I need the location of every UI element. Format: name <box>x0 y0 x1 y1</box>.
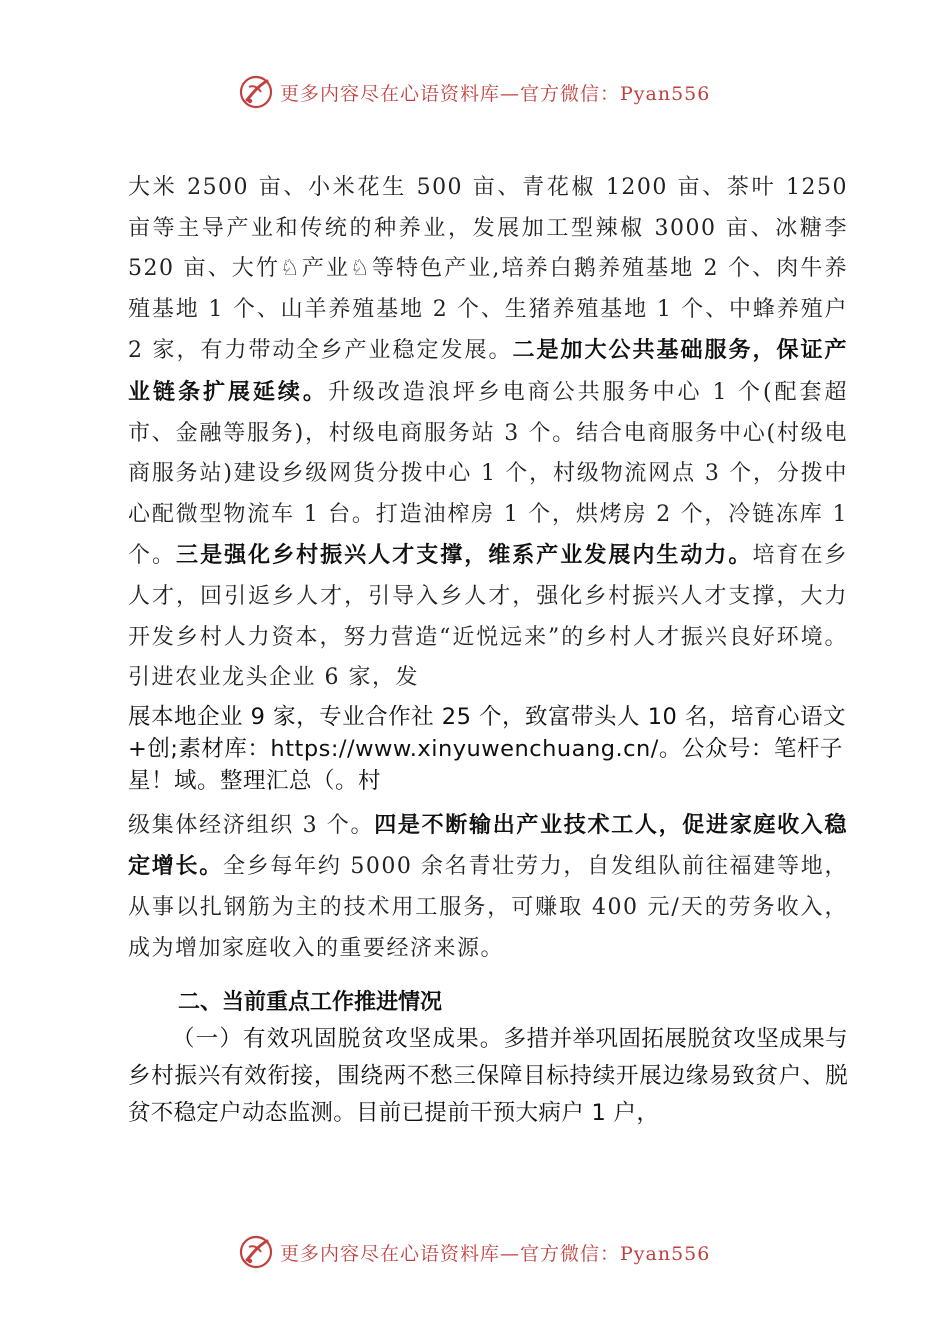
header-banner <box>238 72 738 112</box>
banner-text: 更多内容尽在心语资料库—官方微信：Pyan556 <box>280 1242 711 1265</box>
subsection-lead: （一）有效巩固脱贫攻坚成果。 <box>172 1026 504 1053</box>
point-two-heading: 二是加大公共基础服务，保证产业链条扩展延续。 <box>128 337 848 405</box>
document-body <box>128 168 848 1132</box>
point-four-heading: 四是不断输出产业技术工人，促进家庭收入稳定增长。 <box>128 811 848 880</box>
paragraph-poverty: （一）有效巩固脱贫攻坚成果。多措并举巩固拓展脱贫攻坚成果与乡村振兴有效衔接，围绕两不愁三保障目标持续开展边缘易致贫户、脱贫不稳定户动态监测。目前已提前干预大病户 1 户， <box>128 1026 848 1127</box>
footer-banner <box>238 1232 738 1272</box>
paragraph-industry: 大米 2500 亩、小米花生 500 亩、青花椒 1200 亩、茶叶 1250 亩等主导产业和传统的种养业，发展加工型辣椒 3000 亩、冰糖李 520 亩、大竹♘产业♘等特色产业,培养白鹅养殖基地 2 个、肉牛养殖基地 1 个、山羊养殖基地 2 个、生猪养殖基地 1 个、中蜂养殖户 2 家，有力带动全乡产业稳定发展。二是加大公共基础服务，保证产业链条扩展延续。升级改造浪坪乡电商公共服务中心 1 个(配套超市、金融等服务)，村级电商服务站 3 个。结合电商服务中心(村级电商服务站)建设乡级网货分拨中心 1 个，村级物流网点 3 个，分拨中心配微型物流车 1 台。打造油榨房 1 个，烘烤房 2 个，冷链冻库 1 个。三是强化乡村振兴人才支撑，维系产业发展内生动力。培育在乡人才，回引返乡人才，引导入乡人才，强化乡村振兴人才支撑，大力开发乡村人力资本，努力营造“近悦远来”的乡村人才振兴良好环境。引进农业龙头企业 6 家，发 <box>128 175 848 691</box>
paragraph-labor: 级集体经济组织 3 个。四是不断输出产业技术工人，促进家庭收入稳定增长。全乡每年约 5000 余名青壮劳力，自发组队前往福建等地，从事以扎钢筋为主的技术用工服务，可赚取 400 元/天的劳务收入，成为增加家庭收入的重要经济来源。 <box>128 811 848 961</box>
wechat-id: Pyan556 <box>620 82 711 105</box>
section-heading: 二、当前重点工作推进情况 <box>178 990 443 1016</box>
wechat-id: Pyan556 <box>620 1242 711 1265</box>
inserted-text: 展本地企业 9 家，专业合作社 25 个，致富带头人 10 名，培育心语文+创;素材库：https://www.xinyuwenchuang.cn/。公众号：笔杆子星！域。整理汇总（。村 <box>128 703 846 794</box>
point-three-heading: 三是强化乡村振兴人才支撑，维系产业发展内生动力。 <box>176 542 753 569</box>
brush-logo-icon <box>238 1234 274 1270</box>
banner-text: 更多内容尽在心语资料库—官方微信：Pyan556 <box>280 82 711 105</box>
brush-logo-icon <box>238 74 274 110</box>
